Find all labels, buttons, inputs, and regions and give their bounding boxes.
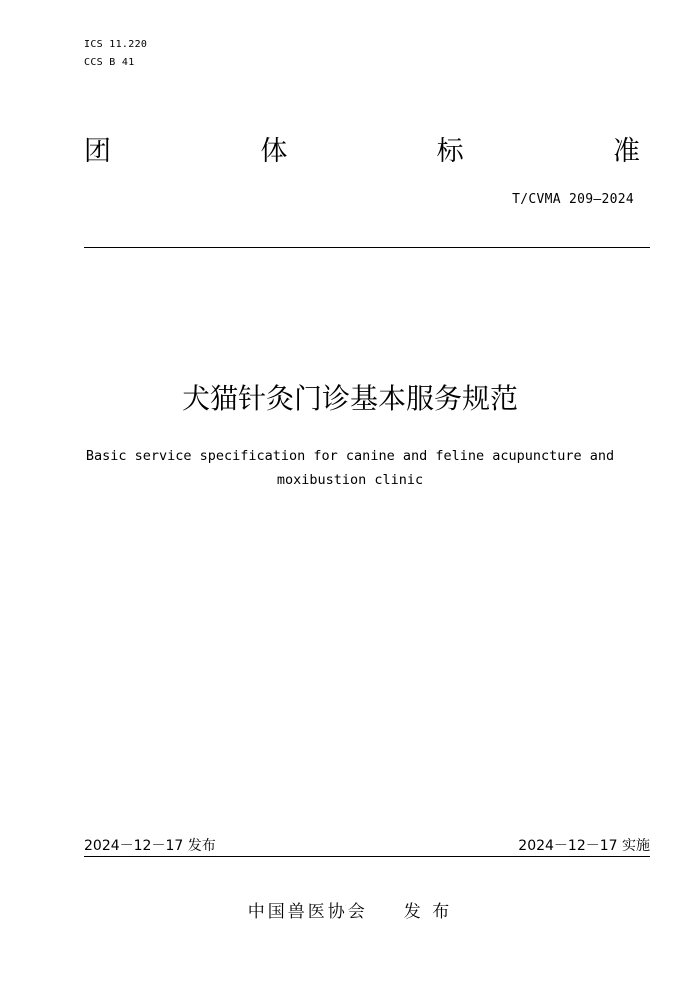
- implement-date: 2024－12－17 实施: [518, 838, 650, 854]
- bottom-divider: [84, 856, 650, 857]
- top-divider: [84, 247, 650, 248]
- issuer-name: 中国兽医协会: [247, 902, 368, 922]
- standard-kind-char: 体: [260, 136, 288, 167]
- issuer-action: 发 布: [403, 902, 453, 922]
- title-english-line: Basic service specification for canine and feline acupuncture and: [85, 448, 615, 464]
- standard-kind-char: 准: [612, 136, 640, 167]
- date-row: [84, 836, 650, 856]
- standard-kind-char: 团: [84, 136, 111, 167]
- classification-codes: [84, 36, 147, 72]
- ics-code: ICS 11.220: [84, 39, 148, 50]
- standard-kind-char: 标: [436, 136, 464, 167]
- publish-date: 2024－12－17 发布: [84, 838, 216, 854]
- ccs-code: CCS B 41: [84, 57, 135, 68]
- title-chinese: 犬猫针灸门诊基本服务规范: [181, 382, 518, 415]
- issuer: [0, 900, 700, 924]
- standard-kind-heading: [84, 134, 640, 170]
- title-english: [60, 444, 640, 492]
- title-english-line: moxibustion clinic: [276, 472, 424, 488]
- standard-number: T/CVMA 209—2024: [512, 192, 634, 207]
